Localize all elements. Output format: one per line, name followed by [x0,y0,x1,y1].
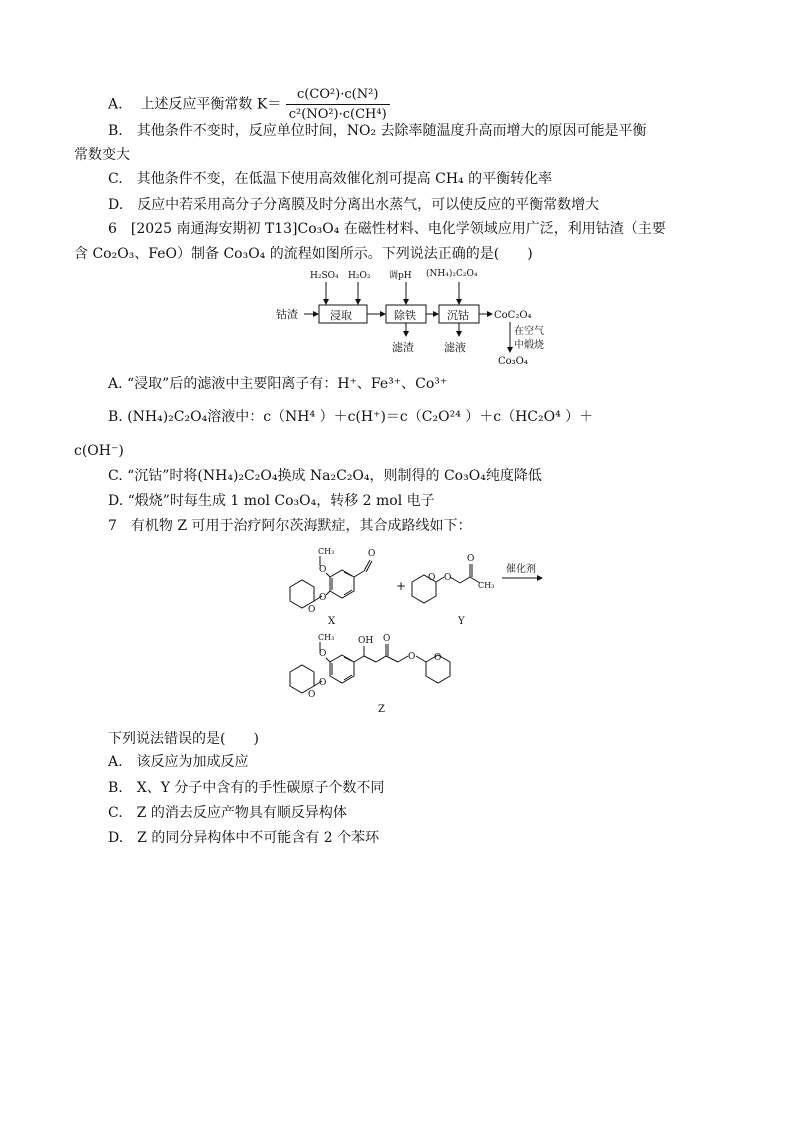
q5-option-b-line2: 常数变大 [74,147,130,163]
q6-stem-line2: 含 Co₂O₃、FeO）制备 Co₃O₄ 的流程如图所示。下列说法正确的是( ) [74,246,533,262]
z-o-ring: O [308,690,316,700]
q6-option-a: A. “浸取”后的滤液中主要阳离子有：H⁺、Fe³⁺、Co³⁺ [108,376,448,392]
flow-step-iron-removal: 除铁 [394,309,416,322]
q6-option-b-line2: c(OH⁻) [74,443,124,459]
x-o-ring: O [308,605,316,615]
reagent-h2so4: H₂SO₄ [310,271,339,281]
molecule-x [290,556,372,608]
q6-flow-diagram [268,262,568,370]
q7-option-a: A. 该反应为加成反应 [108,754,249,770]
z-o-link: O [319,678,327,688]
y-o-ketone: O [467,554,475,564]
fraction-numerator: c(CO²)·c(N²) [286,86,390,105]
label-x: X [328,616,336,627]
plus-sign: + [396,579,407,593]
q7-stem: 7 有机物 Z 可用于治疗阿尔茨海默症，其合成路线如下： [108,518,472,534]
q6-option-d: D. “煅烧”时每生成 1 mol Co₃O₄，转移 2 mol 电子 [108,493,435,509]
q7-option-b: B. X、Y 分子中含有的手性碳原子个数不同 [108,780,385,796]
q5-option-a-text: 上述反应平衡常数 K＝ [140,96,282,113]
output-filtrate: 滤液 [444,341,466,354]
output-residue: 滤渣 [392,341,414,354]
q6-option-b-line1: B. (NH₄)₂C₂O₄溶液中：c（NH⁴ ）＋c(H⁺)＝c（C₂O²⁴ ）＋c（HC₂O⁴ ）＋ [108,409,594,425]
q7-option-c: C. Z 的消去反应产物具有顺反异构体 [108,805,347,821]
molecule-z [290,642,450,693]
reagent-h2o2: H₂O₂ [348,271,371,281]
x-methyl: CH₃ [318,547,335,556]
condition-line2: 中煅烧 [514,340,544,351]
label-y: Y [458,616,465,627]
label-z: Z [378,704,385,715]
y-o-ring: O [428,573,436,583]
x-o-methoxy: O [319,565,327,575]
y-o-ether: O [444,573,452,583]
reagent-adjust-ph: 调pH [389,271,412,281]
q7-synthesis-scheme [270,542,570,720]
q6-option-c: C. “沉钴”时将(NH₄)₂C₂O₄换成 Na₂C₂O₄，则制得的 Co₃O₄纯度降低 [108,468,542,484]
q5-option-a: A. 上述反应平衡常数 K＝ $\frac{\text{c(CO²)·c(N²)}}{\text{c²(NO²)·c(CH⁴)}}$ [108,86,390,123]
z-hydroxyl: OH [358,636,374,646]
q5-option-b-line1: B. 其他条件不变时，反应单位时间，NO₂ 去除率随温度升高而增大的原因可能是平衡 [108,123,647,139]
flow-final: Co₃O₄ [498,356,528,367]
condition-line1: 在空气 [514,326,544,337]
flow-step-cobalt-precip: 沉钴 [447,309,469,322]
x-o-aldehyde: O [368,549,376,559]
reagent-ammonium-oxalate: (NH₄)₂C₂O₄ [426,269,478,279]
q6-stem-line1: 6 [2025 南通海安期初 T13]Co₃O₄ 在磁性材料、电化学领域应用广泛，利用钴渣（主要 [108,221,666,237]
molecule-y [412,564,480,603]
z-o-ketone: O [383,634,391,644]
q7-question: 下列说法错误的是( ) [108,731,259,747]
catalyst-label: 催化剂 [506,564,536,575]
z-o-ring2: O [434,653,442,663]
z-o-methoxy: O [319,649,327,659]
q7-option-d: D. Z 的同分异构体中不可能含有 2 个苯环 [108,830,380,846]
flow-step-leach: 浸取 [330,309,352,322]
equilibrium-constant-fraction [286,86,390,123]
fraction-denominator: c²(NO²)·c(CH⁴) [288,107,387,122]
flow-product: CoC₂O₄ [494,310,532,321]
y-methyl: CH₃ [478,581,495,590]
q5-option-c: C. 其他条件不变，在低温下使用高效催化剂可提高 CH₄ 的平衡转化率 [108,171,553,187]
z-o-ether: O [408,652,416,662]
q5-option-d: D. 反应中若采用高分子分离膜及时分离出水蒸气，可以使反应的平衡常数增大 [108,197,600,213]
flow-start: 钴渣 [276,308,298,321]
x-o-link: O [319,593,327,603]
z-methyl: CH₃ [318,633,335,642]
